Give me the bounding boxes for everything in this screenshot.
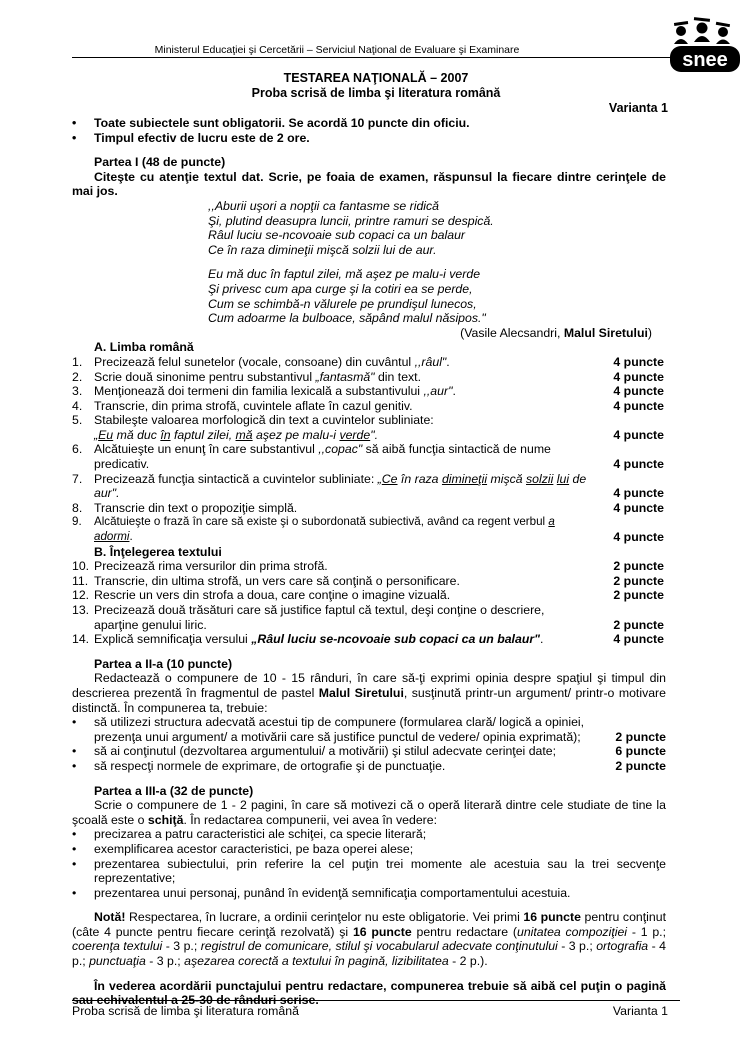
rule-item: • Toate subiectele sunt obligatorii. Se acordă 10 puncte din oficiu.: [72, 116, 666, 131]
poem-line: Cum se schimbă-n vălurele pe prundişul lunecos,: [208, 296, 477, 311]
points: 2 puncte: [615, 729, 666, 744]
exam-content: [72, 116, 666, 1008]
poem-source: (Vasile Alecsandri, Malul Siretului): [460, 325, 652, 340]
points: 4 puncte: [613, 486, 664, 501]
poem-line: Cum adoarme la bulboace, săpând malul năsipos.": [208, 311, 486, 326]
points: 4 puncte: [613, 369, 664, 384]
poem-line: ,,Aburii uşori a nopţii ca fantasme se ridică: [208, 198, 440, 213]
section-b-heading: B. Înţelegerea textului: [94, 544, 222, 559]
exam-title-line2: Proba scrisă de limba şi literatura română: [251, 86, 501, 100]
question-7: 7. Precizează funcţia sintactică a cuvintelor subliniate: „Ce în raza dimineţii mişcă solzii lui de aur". 4 puncte: [72, 471, 664, 501]
question-6: 6. Alcătuieşte un enunţ în care substantivul ,,copac" să aibă funcţia sintactică de nume predicativ. 4 puncte: [72, 442, 664, 472]
part2-heading: Partea a II-a (10 puncte): [94, 656, 233, 671]
part2-intro: Redactează o compunere de 10 - 15 rânduri, în care să-ţi exprimi opinia despre spaţiul şi timpul din descrierea prezentă în fragmentul de pastel Malul Siretului, susţinută printr-un argument/ printr-o motivare distinctă. În compunerea ta, trebuie:: [72, 671, 666, 715]
section-a-heading: A. Limba română: [94, 340, 194, 355]
variant-label: Varianta 1: [608, 101, 668, 115]
question-2: 2. Scrie două sinonime pentru substantivul „fantasmă" din text. 4 puncte: [72, 369, 664, 384]
part3-item: • exemplificarea acestor caracteristici, pe baza operei alese;: [72, 842, 666, 857]
question-9: 9. Alcătuieşte o frază în care să existe şi o subordonată subiectivă, având ca regent verbul a adormi. 4 puncte: [72, 515, 664, 545]
points: 4 puncte: [613, 398, 664, 413]
question-1: 1. Precizează felul sunetelor (vocale, consoane) din cuvântul ,,râul". 4 puncte: [72, 354, 664, 369]
grading-note: Notă! Respectarea, în lucrare, a ordinii cerinţelor nu este obligatorie. Vei primi 16 puncte pentru conţinut (câte 4 puncte pentru fiecare cerinţă rezolvată) şi 16 puncte pentru redactare (unitatea compoziţiei - 1 p.; coerenţa textului - 3 p.; registrul de comunicare, stilul şi vocabularul adecvate conţinutului - 3 p.; ortografia - 4 p.; punctuaţia - 3 p.; aşezarea corectă a textului în pagină, lizibilitatea - 2 p.).: [72, 910, 667, 969]
question-12: 12. Rescrie un vers din strofa a doua, care conţine o imagine vizuală. 2 puncte: [72, 588, 664, 603]
final-requirement: În vederea acordării punctajului pentru redactare, compunerea trebuie să aibă cel puţin o pagină sau echivalentul a 25-30 de rânduri scrise.: [72, 978, 666, 1008]
poem-line: Ce în raza dimineţii mişcă solzii lui de aur.: [208, 242, 437, 257]
part2-criterion: • să utilizezi structura adecvată acestui tip de compunere (formularea clară/ logică a opiniei, prezenţa unui argument/ a motivării care să justifice punctul de vedere/ opinia exprimată); 2 puncte: [72, 715, 666, 744]
poem-line: Râul luciu se-ncovoaie sub copaci ca un balaur: [208, 228, 466, 243]
question-4: 4. Transcrie, din prima strofă, cuvintele aflate în cazul genitiv. 4 puncte: [72, 398, 664, 413]
part3-item: • prezentarea subiectului, prin referire la cel puţin trei momente ale acestuia sau la trei secvenţe reprezentative;: [72, 857, 666, 886]
footer-left: Proba scrisă de limba şi literatura română: [72, 1004, 299, 1018]
graduates-icon: [674, 17, 730, 44]
header-rule: [72, 57, 680, 58]
points: 4 puncte: [613, 500, 664, 515]
points: 2 puncte: [615, 758, 666, 773]
points: 4 puncte: [613, 354, 664, 369]
part1-heading: Partea I (48 de puncte): [94, 155, 226, 170]
part1-instruction: Citeşte cu atenţie textul dat. Scrie, pe foaia de examen, răspunsul la fiecare dintre cerinţele de mai jos.: [72, 169, 666, 199]
header-ministry: Ministerul Educaţiei şi Cercetării – Serviciul Naţional de Evaluare şi Examinare: [154, 44, 520, 56]
exam-title: [72, 71, 680, 101]
poem-stanza-1: [72, 199, 666, 257]
points: 4 puncte: [613, 530, 664, 545]
question-8: 8. Transcrie din text o propoziţie simplă. 4 puncte: [72, 500, 664, 515]
part3-item: • prezentarea unui personaj, punând în evidenţă semnificaţia comportamentului acestuia.: [72, 886, 666, 901]
rule-item: • Timpul efectiv de lucru este de 2 ore.: [72, 131, 666, 146]
part2-criterion: • să respecţi normele de exprimare, de ortografie şi de punctuaţie. 2 puncte: [72, 759, 666, 774]
poem-line: Şi privesc cum apa curge şi la cotiri ea se perde,: [208, 281, 473, 296]
part3-intro: Scrie o compunere de 1 - 2 pagini, în care să motivezi că o operă literară dintre cele studiate de tine la şcoală este o schiţă. În redactarea compunerii, vei avea în vedere:: [72, 798, 666, 827]
points: 4 puncte: [613, 427, 664, 442]
logo-text: snee: [682, 49, 728, 71]
poem-stanza-2: [72, 267, 666, 325]
points: 6 puncte: [615, 744, 666, 759]
part2-criterion: • să ai conţinutul (dezvoltarea argumentului/ a motivării) şi stilul adecvate cerinţei date; 6 puncte: [72, 744, 666, 759]
points: 2 puncte: [613, 617, 664, 632]
points: 2 puncte: [613, 588, 664, 603]
part3-heading: Partea a III-a (32 de puncte): [94, 783, 254, 798]
part3-item: • precizarea a patru caracteristici ale schiţei, ca specie literară;: [72, 827, 666, 842]
points: 4 puncte: [613, 457, 664, 472]
poem-line: Eu mă duc în faptul zilei, mă aşez pe malu-i verde: [208, 267, 481, 282]
poem-line: Şi, plutind deasupra luncii, printre ramuri se despică.: [208, 213, 494, 228]
points: 4 puncte: [613, 384, 664, 399]
points: 2 puncte: [613, 559, 664, 574]
exam-title-line1: TESTAREA NAŢIONALĂ – 2007: [283, 71, 469, 85]
footer-rule: [72, 1000, 680, 1001]
question-5: 5. Stabileşte valoarea morfologică din text a cuvintelor subliniate: „Eu mă duc în faptul zilei, mă aşez pe malu-i verde". 4 puncte: [72, 413, 664, 442]
question-3: 3. Menţionează doi termeni din familia lexicală a substantivului ,,aur". 4 puncte: [72, 384, 664, 399]
points: 4 puncte: [613, 632, 664, 647]
question-13: 13. Precizează două trăsături care să justifice faptul că textul, deşi conţine o descriere, aparţine genului liric. 2 puncte: [72, 603, 664, 632]
snee-logo: [668, 16, 742, 76]
footer-right: Varianta 1: [612, 1004, 668, 1018]
question-11: 11. Transcrie, din ultima strofă, un vers care să conţină o personificare. 2 puncte: [72, 573, 664, 588]
question-14: 14. Explică semnificaţia versului „Râul luciu se-ncovoaie sub copaci ca un balaur". 4 puncte: [72, 632, 664, 647]
question-10: 10. Precizează rima versurilor din prima strofă. 2 puncte: [72, 559, 664, 574]
points: 2 puncte: [613, 573, 664, 588]
